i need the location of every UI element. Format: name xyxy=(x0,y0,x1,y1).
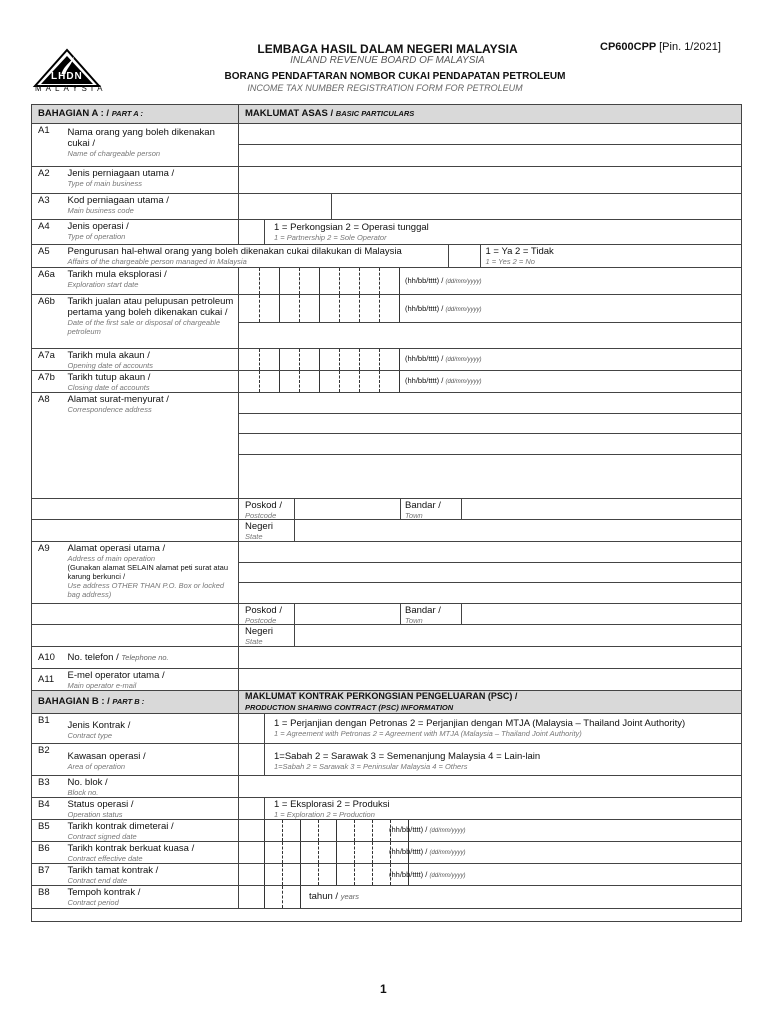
a3-label-en: Main business code xyxy=(67,206,134,215)
logo-text: LHDN xyxy=(51,71,83,82)
part-a-heading xyxy=(32,105,239,124)
a9-label xyxy=(66,542,239,604)
a9-state[interactable] xyxy=(239,625,742,647)
a6a-label-my: Tarikh mula eksplorasi / xyxy=(67,269,167,280)
b1-label xyxy=(66,714,239,744)
a8-postcode-town[interactable] xyxy=(239,499,742,520)
a8-postcode-label xyxy=(245,500,282,520)
b7-date-format xyxy=(389,870,465,879)
a4-options xyxy=(274,222,429,242)
b4-options-en: 1 = Exploration 2 = Production xyxy=(274,810,375,819)
a7b-code: A7b xyxy=(32,371,66,393)
b4-code: B4 xyxy=(32,798,66,820)
row-b7 xyxy=(32,864,742,886)
a5-label-my: Pengurusan hal-ehwal orang yang boleh dikenakan cukai dilakukan di Malaysia xyxy=(67,246,402,257)
b4-label-my: Status operasi / xyxy=(67,799,134,810)
a9-poskod-my: Poskod / xyxy=(245,605,282,616)
b8-period-field[interactable] xyxy=(239,886,742,909)
form-revision: [Pin. 1/2021] xyxy=(659,41,721,53)
part-a-heading-text: BAHAGIAN A : / xyxy=(38,108,110,119)
row-a7a xyxy=(32,349,742,371)
a7b-date-format xyxy=(405,376,481,385)
a8-town-label xyxy=(405,500,441,520)
org-name-en: INLAND REVENUE BOARD OF MALAYSIA xyxy=(290,55,485,66)
b3-code: B3 xyxy=(32,776,66,798)
a7b-label-my: Tarikh tutup akaun / xyxy=(67,372,151,383)
b7-code: B7 xyxy=(32,864,66,886)
b6-label xyxy=(66,842,239,864)
a8-label xyxy=(66,393,239,499)
a6b-label xyxy=(66,295,239,349)
b7-date-format-en: (dd/mm/yyyy) xyxy=(429,873,466,879)
a6b-code: A6b xyxy=(32,295,66,349)
part-b-heading xyxy=(32,691,239,714)
a9-note-my: (Gunakan alamat SELAIN alamat peti surat atau karung berkunci / xyxy=(67,563,229,581)
a9-postcode-label xyxy=(245,605,282,625)
a9-code: A9 xyxy=(32,542,66,604)
row-a6b xyxy=(32,295,742,349)
b8-code: B8 xyxy=(32,886,66,909)
a9-bandar-en: Town xyxy=(405,616,423,625)
a2-label-my: Jenis perniagaan utama / xyxy=(67,168,175,179)
a8-label-en: Correspondence address xyxy=(67,405,152,414)
a6b-date-format xyxy=(405,304,481,313)
part-a-section-text: MAKLUMAT ASAS / xyxy=(245,108,334,119)
form-title-en: INCOME TAX NUMBER REGISTRATION FORM FOR PETROLEUM xyxy=(247,83,523,93)
a6b-date-format-en: (dd/mm/yyyy) xyxy=(445,307,482,313)
a7b-date-field[interactable] xyxy=(239,371,742,393)
row-b6 xyxy=(32,842,742,864)
a10-label xyxy=(66,647,239,669)
b2-area-field[interactable] xyxy=(239,744,742,776)
a7a-date-format-my: (hh/bb/tttt) / xyxy=(405,354,444,363)
row-a4 xyxy=(32,220,742,245)
a5-options-my: 1 = Ya 2 = Tidak xyxy=(485,246,554,257)
b1-label-en: Contract type xyxy=(67,731,113,740)
b8-label-en: Contract period xyxy=(67,898,119,907)
a2-code: A2 xyxy=(32,167,66,194)
a1-code: A1 xyxy=(32,124,66,167)
b6-date-format-my: (hh/bb/tttt) / xyxy=(389,847,428,856)
b5-date-format-my: (hh/bb/tttt) / xyxy=(389,825,428,834)
a5-options xyxy=(486,246,554,266)
a6b-date-field[interactable] xyxy=(239,295,742,349)
a8-poskod-en: Postcode xyxy=(245,511,277,520)
a2-label-en: Type of main business xyxy=(67,179,142,188)
row-a3 xyxy=(32,194,742,220)
a7b-label xyxy=(66,371,239,393)
a8-address-field[interactable] xyxy=(239,393,742,499)
part-a-section xyxy=(239,105,742,124)
a4-options-en: 1 = Partnership 2 = Sole Operator xyxy=(274,233,387,242)
form-title: BORANG PENDAFTARAN NOMBOR CUKAI PENDAPATAN PETROLEUM xyxy=(224,71,566,82)
a7a-code: A7a xyxy=(32,349,66,371)
b8-unit-my: tahun / xyxy=(309,891,339,902)
a10-label-my: No. telefon / xyxy=(67,652,119,663)
a5-label xyxy=(66,245,742,268)
a5-code: A5 xyxy=(32,245,66,268)
b1-contract-type-field[interactable] xyxy=(239,714,742,744)
row-a9-postcode xyxy=(32,604,742,625)
b3-label xyxy=(66,776,239,798)
b7-label-my: Tarikh tamat kontrak / xyxy=(67,865,159,876)
a6b-date-format-my: (hh/bb/tttt) / xyxy=(405,304,444,313)
row-a9 xyxy=(32,542,742,604)
a9-note-en: Use address OTHER THAN P.O. Box or locked bag address) xyxy=(67,581,225,599)
b5-date-format-en: (dd/mm/yyyy) xyxy=(429,828,466,834)
b2-options-my: 1=Sabah 2 = Sarawak 3 = Semenanjung Malaysia 4 = Lain-lain xyxy=(274,751,541,762)
b7-date-format-my: (hh/bb/tttt) / xyxy=(389,870,428,879)
b2-label xyxy=(66,744,239,776)
form-code-text: CP600CPP xyxy=(600,41,657,53)
a9-bandar-my: Bandar / xyxy=(405,605,441,616)
form-code xyxy=(600,41,721,53)
part-b-heading-text: BAHAGIAN B : / xyxy=(38,696,110,707)
b8-unit-en: years xyxy=(340,892,360,901)
b1-options xyxy=(274,718,685,738)
a4-options-my: 1 = Perkongsian 2 = Operasi tunggal xyxy=(274,222,429,233)
b2-options-en: 1=Sabah 2 = Sarawak 3 = Peninsular Malaysia 4 = Others xyxy=(274,762,468,771)
a7b-date-format-my: (hh/bb/tttt) / xyxy=(405,376,444,385)
a7a-label-my: Tarikh mula akaun / xyxy=(67,350,150,361)
a6a-date-format xyxy=(405,276,481,285)
a9-poskod-en: Postcode xyxy=(245,616,277,625)
a7b-label-en: Closing date of accounts xyxy=(67,383,150,392)
a7a-label-en: Opening date of accounts xyxy=(67,361,153,370)
a5-label-en: Affairs of the chargeable person managed in Malaysia xyxy=(67,257,247,266)
row-b8 xyxy=(32,886,742,909)
part-a-header xyxy=(32,105,742,124)
b4-label xyxy=(66,798,239,820)
a11-label xyxy=(66,669,239,691)
b6-date-field[interactable] xyxy=(239,842,742,864)
form-table xyxy=(31,104,742,922)
b5-label xyxy=(66,820,239,842)
b2-options xyxy=(274,751,540,771)
part-b-heading-en: PART B : xyxy=(112,697,145,706)
b2-code: B2 xyxy=(32,744,66,776)
b8-unit xyxy=(309,891,359,902)
a3-label-my: Kod perniagaan utama / xyxy=(67,195,169,206)
b1-code: B1 xyxy=(32,714,66,744)
row-a10 xyxy=(32,647,742,669)
part-b-section-text: MAKLUMAT KONTRAK PERKONGSIAN PENGELUARAN (PSC) / xyxy=(245,691,518,701)
b6-date-format xyxy=(389,847,465,856)
row-trailing-blank xyxy=(32,909,742,922)
a4-label xyxy=(66,220,239,245)
row-a9-state xyxy=(32,625,742,647)
b4-status-field[interactable] xyxy=(239,798,742,820)
row-a11 xyxy=(32,669,742,691)
a10-label-en: Telephone no. xyxy=(121,653,169,662)
b3-label-my: No. blok / xyxy=(67,777,108,788)
a7a-date-format-en: (dd/mm/yyyy) xyxy=(445,357,482,363)
part-b-header xyxy=(32,691,742,714)
a6a-date-field[interactable] xyxy=(239,268,742,295)
row-a8-state xyxy=(32,520,742,542)
a11-email-field[interactable] xyxy=(239,669,742,691)
row-a1 xyxy=(32,124,742,167)
a8-state[interactable] xyxy=(239,520,742,542)
a9-town-label xyxy=(405,605,441,625)
b3-block-field[interactable] xyxy=(239,776,742,798)
b5-date-format xyxy=(389,825,465,834)
b5-date-field[interactable] xyxy=(239,820,742,842)
a4-operation-field[interactable] xyxy=(239,220,742,245)
a1-label xyxy=(66,124,239,167)
part-a-section-en: BASIC PARTICULARS xyxy=(335,109,415,118)
row-a8 xyxy=(32,393,742,499)
b8-label-my: Tempoh kontrak / xyxy=(67,887,141,898)
a8-negeri-en: State xyxy=(245,532,263,541)
a1-label-my: Nama orang yang boleh dikenakan cukai / xyxy=(67,127,215,149)
a1-label-en: Name of chargeable person xyxy=(67,149,161,158)
a8-label-my: Alamat surat-menyurat / xyxy=(67,394,169,405)
a6a-label xyxy=(66,268,239,295)
org-name: LEMBAGA HASIL DALAM NEGERI MALAYSIA xyxy=(257,42,518,56)
b5-code: B5 xyxy=(32,820,66,842)
b5-label-my: Tarikh kontrak dimeterai / xyxy=(67,821,174,832)
a3-code: A3 xyxy=(32,194,66,220)
a6a-date-format-my: (hh/bb/tttt) / xyxy=(405,276,444,285)
b6-label-en: Contract effective date xyxy=(67,854,143,863)
a9-postcode-town[interactable] xyxy=(239,604,742,625)
b5-label-en: Contract signed date xyxy=(67,832,137,841)
b6-date-format-en: (dd/mm/yyyy) xyxy=(429,850,466,856)
a3-code-field[interactable] xyxy=(239,194,742,220)
row-a8-postcode xyxy=(32,499,742,520)
row-a6a xyxy=(32,268,742,295)
b2-label-my: Kawasan operasi / xyxy=(67,751,146,762)
a6a-label-en: Exploration start date xyxy=(67,280,139,289)
a9-label-my: Alamat operasi utama / xyxy=(67,543,166,554)
b7-label-en: Contract end date xyxy=(67,876,128,885)
a9-state-label xyxy=(245,626,273,646)
a4-label-my: Jenis operasi / xyxy=(67,221,129,232)
a9-negeri-my: Negeri xyxy=(245,626,273,637)
b4-options xyxy=(274,799,390,819)
b7-label xyxy=(66,864,239,886)
a8-code: A8 xyxy=(32,393,66,499)
row-b3 xyxy=(32,776,742,798)
b8-label xyxy=(66,886,239,909)
a6a-date-format-en: (dd/mm/yyyy) xyxy=(445,279,482,285)
a6a-code: A6a xyxy=(32,268,66,295)
a7b-date-format-en: (dd/mm/yyyy) xyxy=(445,379,482,385)
a2-business-field[interactable] xyxy=(239,167,742,194)
row-b5 xyxy=(32,820,742,842)
b1-label-my: Jenis Kontrak / xyxy=(67,720,131,731)
a11-label-my: E-mel operator utama / xyxy=(67,670,165,681)
part-b-section-en: PRODUCTION SHARING CONTRACT (PSC) INFORMATION xyxy=(245,703,454,712)
a11-code: A11 xyxy=(32,669,66,691)
part-b-section xyxy=(239,691,742,714)
a6b-label-en: Date of the first sale or disposal of chargeable petroleum xyxy=(67,318,221,336)
part-a-heading-en: PART A : xyxy=(111,109,143,118)
a2-label xyxy=(66,167,239,194)
a7a-date-format xyxy=(405,354,481,363)
a3-label xyxy=(66,194,239,220)
b6-code: B6 xyxy=(32,842,66,864)
page-number: 1 xyxy=(380,982,387,996)
row-a5 xyxy=(32,245,742,268)
b6-label-my: Tarikh kontrak berkuat kuasa / xyxy=(67,843,195,854)
b4-label-en: Operation status xyxy=(67,810,123,819)
a4-code: A4 xyxy=(32,220,66,245)
row-b1 xyxy=(32,714,742,744)
b1-options-en: 1 = Agreement with Petronas 2 = Agreement with MTJA (Malaysia – Thailand Joint Authority) xyxy=(274,729,582,738)
a8-bandar-my: Bandar / xyxy=(405,500,441,511)
a6b-label-my: Tarikh jualan atau pelupusan petroleum pertama yang boleh dikenakan cukai / xyxy=(67,296,234,318)
b3-label-en: Block no. xyxy=(67,788,99,797)
a8-bandar-en: Town xyxy=(405,511,423,520)
a5-options-en: 1 = Yes 2 = No xyxy=(485,257,535,266)
row-b4 xyxy=(32,798,742,820)
row-b2 xyxy=(32,744,742,776)
a9-negeri-en: State xyxy=(245,637,263,646)
logo-subtext: MALAYSIA xyxy=(35,84,107,93)
a1-name-field[interactable] xyxy=(239,124,742,167)
b2-label-en: Area of operation xyxy=(67,762,126,771)
b7-date-field[interactable] xyxy=(239,864,742,886)
row-a7b xyxy=(32,371,742,393)
registration-form xyxy=(31,104,741,907)
a8-poskod-my: Poskod / xyxy=(245,500,282,511)
a9-address-field[interactable] xyxy=(239,542,742,604)
b1-options-my: 1 = Perjanjian dengan Petronas 2 = Perjanjian dengan MTJA (Malaysia – Thailand Joint Authority) xyxy=(274,718,686,729)
a11-label-en: Main operator e-mail xyxy=(67,681,137,690)
a4-label-en: Type of operation xyxy=(67,232,126,241)
a10-code: A10 xyxy=(32,647,66,669)
a8-state-label xyxy=(245,521,273,541)
a8-negeri-my: Negeri xyxy=(245,521,273,532)
a9-label-en: Address of main operation xyxy=(67,554,156,563)
a7a-label xyxy=(66,349,239,371)
a7a-date-field[interactable] xyxy=(239,349,742,371)
a10-phone-field[interactable] xyxy=(239,647,742,669)
row-a2 xyxy=(32,167,742,194)
b4-options-my: 1 = Eksplorasi 2 = Produksi xyxy=(274,799,390,810)
